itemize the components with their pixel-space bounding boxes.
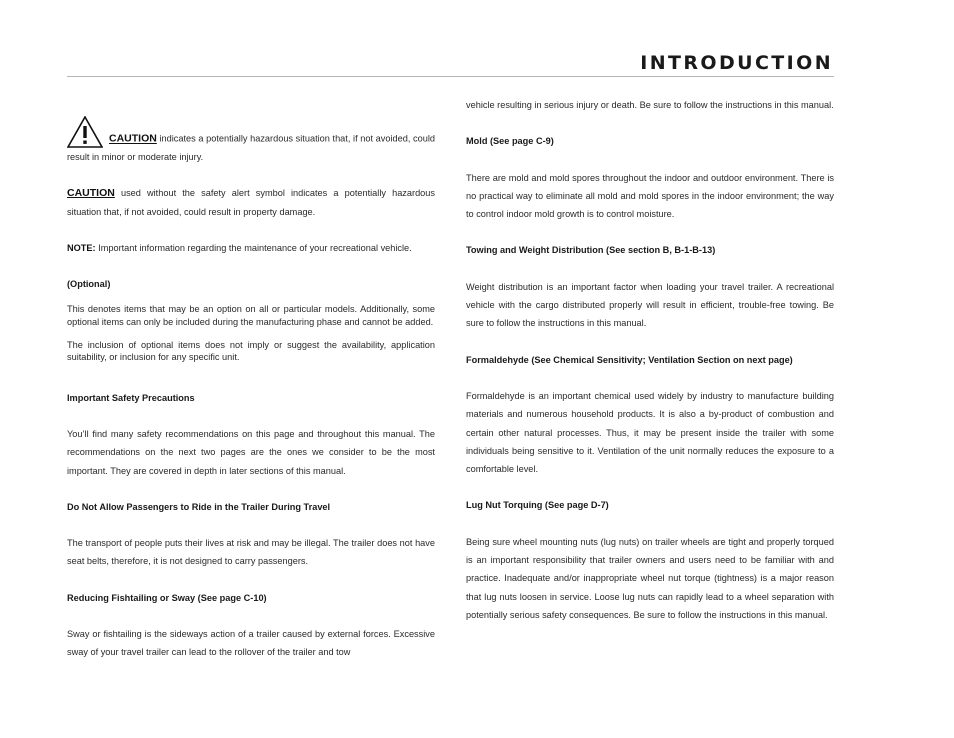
- towing-paragraph: Weight distribution is an important factor when loading your travel trailer. A recreational vehicle with the cargo distributed properly will result in efficient, trouble-free towing. Be sure to follow the instructions in this manual.: [466, 281, 834, 329]
- passengers-heading: Do Not Allow Passengers to Ride in the Trailer During Travel: [67, 501, 331, 512]
- caution-text-2: used without the safety alert symbol indicates a potentially hazardous situation that, if not avoided, could result in property damage.: [67, 188, 435, 217]
- towing-heading: Towing and Weight Distribution (See section B, B-1-B-13): [466, 245, 716, 256]
- note-label: NOTE:: [67, 242, 96, 253]
- optional-paragraph-1: This denotes items that may be an option on all or particular models. Additionally, some optional items can only be included during the manufacturing phase and cannot be added.: [67, 304, 435, 327]
- mold-paragraph: There are mold and mold spores throughout the indoor and outdoor environment. There is no practical way to eliminate all mold and mold spores in the indoor environment; the way to control indoor mold growth is to control moisture.: [466, 172, 834, 220]
- caution-text: indicates a potentially hazardous situation that, if not avoided, could result in minor or moderate injury.: [67, 133, 435, 162]
- caution-no-symbol-paragraph: [67, 184, 435, 221]
- header-rule: [67, 76, 834, 77]
- page-title: INTRODUCTION: [640, 52, 833, 74]
- mold-heading: Mold (See page C-9): [466, 136, 554, 147]
- passengers-paragraph: The transport of people puts their lives at risk and may be illegal. The trailer does not have seat belts, therefore, it is not designed to carry passengers.: [67, 538, 435, 567]
- safety-alert-icon: [67, 116, 103, 148]
- optional-paragraph-2: The inclusion of optional items does not imply or suggest the availability, application suitability, or inclusion for any specific unit.: [67, 340, 435, 363]
- caution-paragraph: [67, 116, 435, 166]
- safety-paragraph: You’ll find many safety recommendations on this page and throughout this manual. The recommendations on the next two pages are the ones we consider to be the most important. They are covered in depth in later sections of this manual.: [67, 428, 435, 476]
- note-text: Important information regarding the maintenance of your recreational vehicle.: [95, 242, 412, 253]
- lugnut-heading: Lug Nut Torquing (See page D-7): [466, 500, 609, 511]
- formaldehyde-heading: Formaldehyde (See Chemical Sensitivity; Ventilation Section on next page): [466, 354, 793, 365]
- note-paragraph: [67, 239, 435, 257]
- sway-heading: Reducing Fishtailing or Sway (See page C-10): [67, 592, 267, 603]
- left-column: [67, 116, 435, 662]
- caution-label-2: CAUTION: [67, 187, 115, 200]
- sway-paragraph: Sway or fishtailing is the sideways action of a trailer caused by external forces. Excessive sway of your travel trailer can lead to the rollover of the trailer and tow: [67, 629, 435, 658]
- sway-continued-paragraph: vehicle resulting in serious injury or death. Be sure to follow the instructions in this manual.: [466, 100, 834, 110]
- formaldehyde-paragraph: Formaldehyde is an important chemical used widely by industry to manufacture building materials and numerous household products. It is also a by-product of combustion and certain other natural processes. Thus, it may be present inside the trailer with some individuals being sensitive to it. Ventilation of the unit normally reduces the exposure to a comfortable level.: [466, 390, 834, 475]
- lugnut-paragraph: Being sure wheel mounting nuts (lug nuts) on trailer wheels are tight and properly torqued is an important responsibility that trailer owners and users need to be familiar with and practice. Inadequate and/or inappropriate wheel nut torque (tightness) is a major reason that lug nuts loosen in service. Loose lug nuts can rapidly lead to a wheel separation with potentially serious safety consequences. Be sure to follow the instructions in this manual.: [466, 536, 834, 620]
- caution-label: CAUTION: [109, 132, 157, 145]
- safety-heading: Important Safety Precautions: [67, 392, 195, 403]
- right-column: [466, 96, 834, 624]
- optional-heading: (Optional): [67, 279, 111, 290]
